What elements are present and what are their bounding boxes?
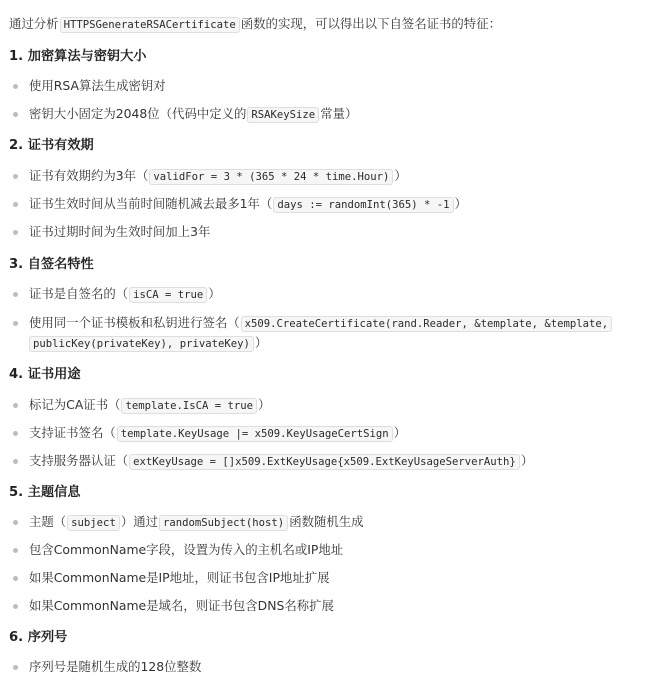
inline-code: days := randomInt(365) * -1 (273, 197, 453, 213)
bullet-icon (13, 84, 18, 89)
list-item: 证书过期时间为生效时间加上3年 (29, 224, 211, 239)
list-item: 支持服务器认证（ extKeyUsage = []x509.ExtKeyUsage{x509.ExtKeyUsageServerAuth} ） (29, 453, 534, 468)
intro-paragraph (9, 14, 501, 35)
section-heading-usage: 4. 证书用途 (9, 367, 81, 382)
bullet-icon (13, 576, 18, 581)
list-item: 证书是自签名的（ isCA = true ） (29, 286, 221, 301)
section-heading-validity: 2. 证书有效期 (9, 138, 94, 153)
bullet-icon (13, 292, 18, 297)
inline-code: publicKey(privateKey), privateKey) (29, 336, 254, 352)
list-item: 如果CommonName是域名，则证书包含DNS名称扩展 (29, 598, 334, 613)
inline-code: randomSubject(host) (159, 515, 288, 531)
intro-suffix: 函数的实现，可以得出以下自签名证书的特征： (240, 16, 501, 31)
inline-code: template.KeyUsage |= x509.KeyUsageCertSign (117, 426, 393, 442)
section-heading-key: 1. 加密算法与密钥大小 (9, 49, 147, 64)
list-item: 证书有效期约为3年（ validFor = 3 * (365 * 24 * time.Hour) ） (29, 168, 407, 183)
inline-code: isCA = true (129, 287, 207, 303)
bullet-icon (13, 321, 18, 326)
list-item-continuation: publicKey(privateKey), privateKey) ） (29, 333, 267, 354)
list-item: 包含CommonName字段，设置为传入的主机名或IP地址 (29, 542, 344, 557)
inline-code: x509.CreateCertificate(rand.Reader, &template, &template, (241, 316, 613, 332)
inline-code: validFor = 3 * (365 * 24 * time.Hour) (149, 169, 393, 185)
list-item: 支持证书签名（ template.KeyUsage |= x509.KeyUsageCertSign ） (29, 425, 406, 440)
list-item: 使用同一个证书模板和私钥进行签名（ x509.CreateCertificate(rand.Reader, &template, &template, (29, 313, 613, 334)
bullet-icon (13, 459, 18, 464)
bullet-icon (13, 520, 18, 525)
bullet-icon (13, 230, 18, 235)
intro-prefix: 通过分析 (9, 16, 59, 31)
inline-code: RSAKeySize (247, 107, 319, 123)
list-item: 主题（ subject ）通过 randomSubject(host) 函数随机生成 (29, 514, 364, 529)
function-name-code: HTTPSGenerateRSACertificate (60, 17, 240, 33)
bullet-icon (13, 665, 18, 670)
section-heading-self-signed: 3. 自签名特性 (9, 257, 94, 272)
section-heading-serial: 6. 序列号 (9, 630, 68, 645)
inline-code: template.IsCA = true (121, 398, 257, 414)
section-heading-subject: 5. 主题信息 (9, 485, 81, 500)
list-item: 密钥大小固定为2048位（代码中定义的 RSAKeySize 常量） (29, 106, 358, 121)
bullet-icon (13, 403, 18, 408)
bullet-icon (13, 548, 18, 553)
list-item: 序列号是随机生成的128位整数 (29, 659, 202, 674)
list-item: 如果CommonName是IP地址，则证书包含IP地址扩展 (29, 570, 330, 585)
bullet-icon (13, 174, 18, 179)
bullet-icon (13, 604, 18, 609)
inline-code: extKeyUsage = []x509.ExtKeyUsage{x509.ExtKeyUsageServerAuth} (129, 454, 520, 470)
bullet-icon (13, 202, 18, 207)
bullet-icon (13, 112, 18, 117)
inline-code: subject (67, 515, 120, 531)
bullet-icon (13, 431, 18, 436)
list-item: 使用RSA算法生成密钥对 (29, 78, 166, 93)
list-item: 标记为CA证书（ template.IsCA = true ） (29, 397, 271, 412)
list-item: 证书生效时间从当前时间随机减去最多1年（ days := randomInt(365) * -1 ） (29, 196, 467, 211)
